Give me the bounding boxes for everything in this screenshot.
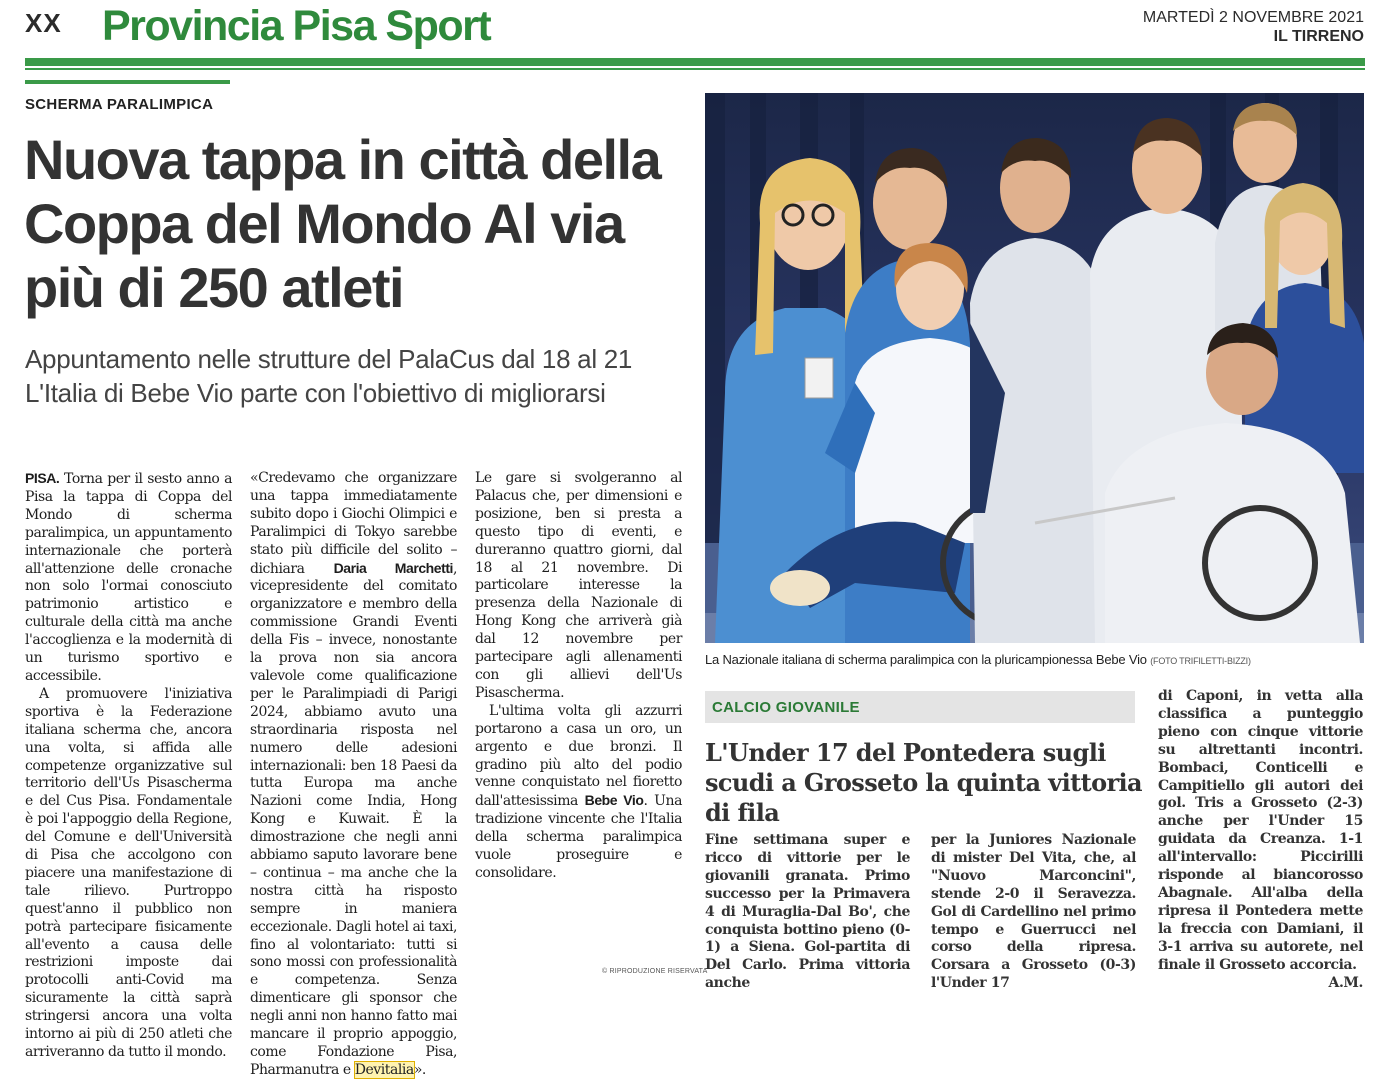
article2-column-1 (705, 832, 910, 993)
article-headline: Nuova tappa in città della Coppa del Mondo Al via più di 250 atleti (24, 128, 661, 319)
body-paragraph: Fine settimana super e ricco di vittorie per le giovanili granata. Primo successo per la Primavera 4 di Muraglia-Dal Bo', che conquista bottino pieno (0-1) a Siena. Gol-partita di Del Carlo. Prima vittoria anche (705, 832, 910, 992)
body-paragraph (25, 470, 232, 686)
section-title: Provincia Pisa Sport (102, 2, 491, 50)
body-column-2 (250, 470, 457, 1080)
page-code: XX (25, 8, 62, 38)
subhead-line-2: L'Italia di Bebe Vio parte con l'obiettivo di migliorarsi (25, 378, 606, 408)
body-paragraph: per la Juniores Nazionale di mister Del Vita, che, al "Nuovo Marconcini", stende 2-0 il Seravezza. Gol di Cardellino nel primo tempo e Guerrucci nel corso della ripresa. Corsara a Grosseto (0-3) l'Under 17 (931, 832, 1136, 992)
body-paragraph (475, 703, 682, 883)
sponsor-highlight[interactable]: Devitalia (354, 1061, 414, 1078)
body-text: ». (413, 1061, 426, 1078)
article2-column-2 (931, 832, 1136, 993)
person-name: Daria Marchetti (333, 559, 453, 576)
issue-date: MARTEDÌ 2 NOVEMBRE 2021 (1142, 9, 1364, 26)
article2-column-3 (1158, 688, 1363, 992)
kicker-bar (25, 80, 230, 84)
article-kicker: SCHERMA PARALIMPICA (25, 96, 214, 113)
photo-caption (705, 652, 1251, 667)
body-paragraph: di Caponi, in vetta alla classifica a punteggio pieno con cinque vittorie su altrettanti incontri. Bombaci, Conticelli e Campitiello gli autori dei gol. Tris a Grosseto (2-3) anche per l'Under 15 guidata da Creanza. 1-1 all'intervallo: Piccirilli risponde al biancorosso Abagnale. All'alba della ripresa il Pontedera mette la freccia con Damiani, il 3-1 arriva su autorete, nel finale il Grosseto accorcia. (1158, 688, 1363, 973)
body-text: «Credevamo che organizzare una tappa immediatamente subito dopo i Giochi Olimpici e Paralimpici di Tokyo sarebbe stato più difficile del solito – dichiara (250, 470, 457, 577)
body-paragraph: A promuovere l'iniziativa sportiva è la Federazione italiana scherma che, ancora una volta, si affida alle competenze organizzative sul territorio dell'Us Pisascherma e del Cus Pisa. Fondamentale è poi l'appoggio della Regione, del Comune e dell'Università di Pisa che accolgono con piacere una manifestazione di tale rilievo. Purtroppo quest'anno il pubblico non potrà partecipare fisicamente all'evento a causa delle restrizioni imposte dai protocolli anti-Covid ma sicuramente la città saprà stringersi ancora una volta intorno ai più di 250 atleti che arriveranno da tutto il mondo. (25, 685, 232, 1060)
photo-credit: (FOTO TRIFILETTI-BIZZI) (1150, 656, 1251, 666)
article2-headline: L'Under 17 del Pontedera sugli scudi a Grosseto la quinta vittoria di fila (705, 738, 1142, 827)
author-signature: A.M. (1328, 974, 1363, 991)
publication-name: IL TIRRENO (1273, 28, 1364, 45)
caption-text: La Nazionale italiana di scherma paralimpica con la pluricampionessa Bebe Vio (705, 652, 1147, 667)
body-column-3 (475, 470, 682, 883)
team-photo (705, 93, 1364, 643)
header-rule-thin (25, 68, 1365, 70)
person-name: Bebe Vio (584, 792, 644, 809)
body-column-1 (25, 470, 232, 1062)
body-paragraph: Le gare si svolgeranno al Palacus che, per dimensioni e posizione, ben si presta a questo tipo di eventi, e dureranno quattro giorni, dal 18 al 21 novembre. Di particolare interesse la presenza della Nazionale di Hong Kong che arriverà già dal 12 novembre per partecipare agli allenamenti con gli allievi dell'Us Pisascherma. (475, 470, 682, 701)
copyright-note: © RIPRODUZIONE RISERVATA (602, 968, 708, 975)
subhead-line-1: Appuntamento nelle strutture del PalaCus dal 18 al 21 (25, 344, 633, 374)
dateline: PISA. (25, 470, 60, 486)
article-subhead (25, 342, 695, 410)
body-text: L'ultima volta gli azzurri portarono a casa un oro, un argento e due bronzi. Il gradino più alto del podio venne conquistato nel fioretto dall'attesissima (475, 702, 682, 810)
body-paragraph (250, 470, 457, 1080)
body-text: Torna per il sesto anno a Pisa la tappa di Coppa del Mondo di scherma paralimpica, un appuntamento internazionale che porterà all'attenzione delle cronache non solo l'ormai conosciuto patrimonio artistico e culturale della città ma anche l'accoglienza e la modernità di un turismo sportivo e accessibile. (25, 471, 232, 684)
body-text: , vicepresidente del comitato organizzatore e membro della commissione Grandi Eventi della Fis – invece, nonostante la prova non sia ancora valevole come qualificazione per le Paralimpiadi di Parigi 2024, abbiamo avuto una straordinaria risposta nel numero delle adesioni internazionali: ben 18 Paesi da tutta Europa ma anche Nazioni come India, Hong Kong e Kuwait. È la dimostrazione che negli anni abbiamo saputo lavorare bene – continua – ma anche che la nostra città ha risposto sempre in maniera eccezionale. Dagli hotel ai taxi, fino al volontariato: tutti si sono mossi con professionalità e competenza. Senza dimenticare gli sponsor che negli anni non hanno fatto mai mancare il proprio appoggio, come Fondazione Pisa, Pharmanutra e (250, 560, 458, 1078)
masthead-date-block (1143, 8, 1364, 46)
team-photo-illustration (705, 93, 1364, 643)
header-rule-thick (25, 58, 1365, 66)
article2-kicker: CALCIO GIOVANILE (712, 699, 860, 716)
body-text: . Una tradizione vincente che l'Italia della scherma paralimpica vuole proseguire e consolidare. (475, 793, 682, 881)
